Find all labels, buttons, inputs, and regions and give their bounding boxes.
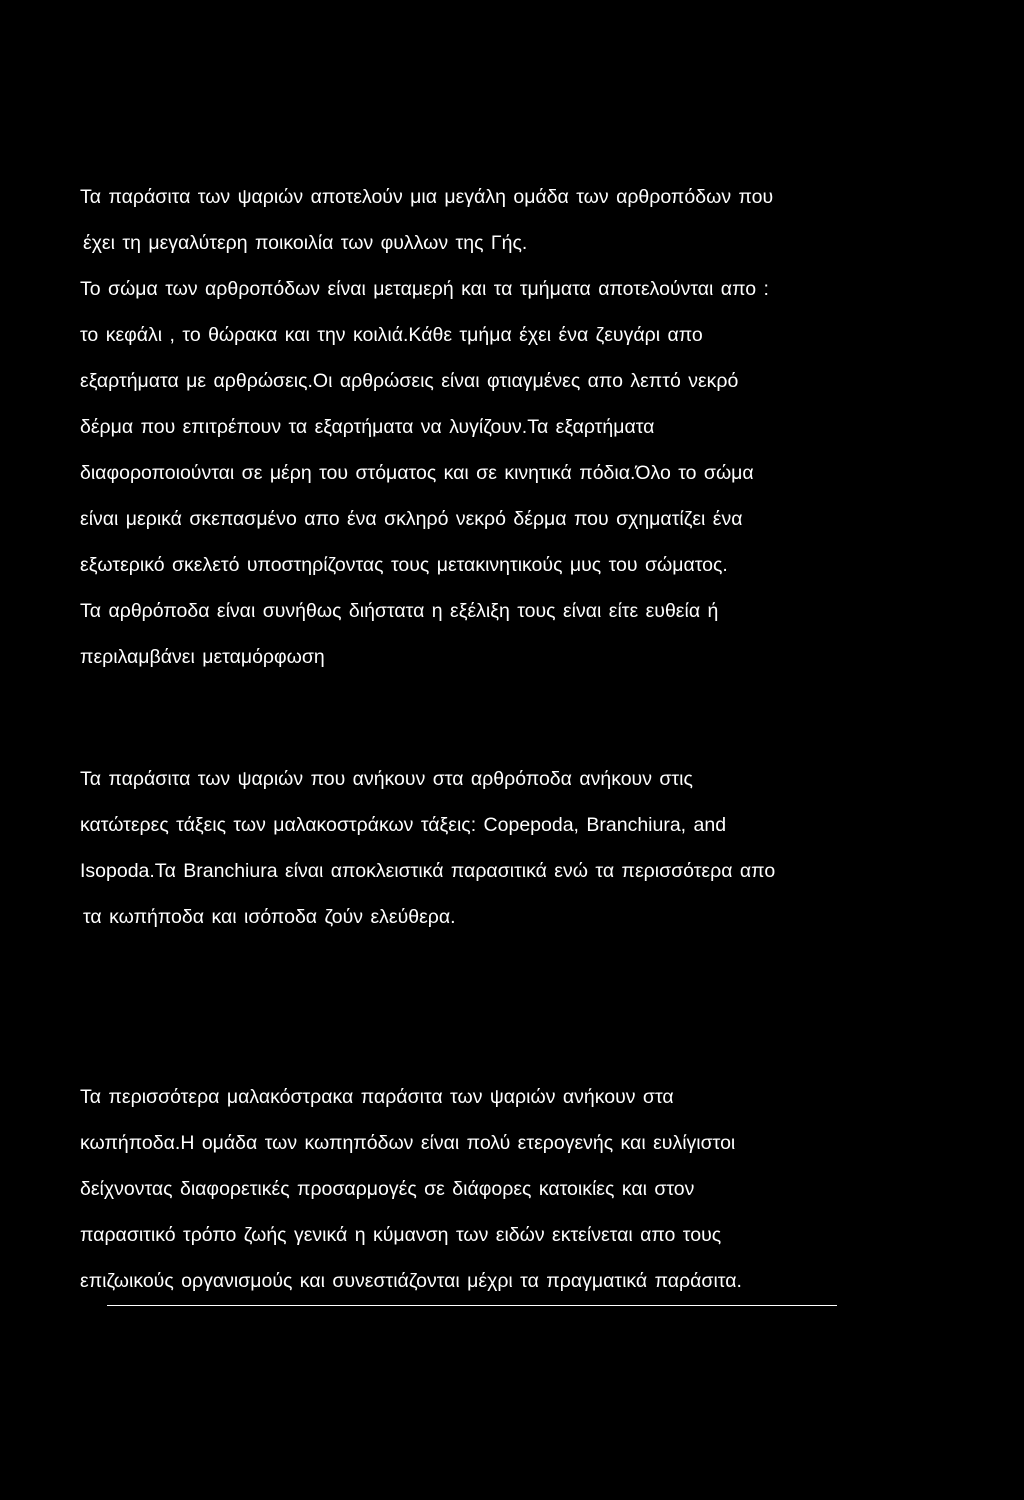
text-line: το κεφάλι , το θώρακα και την κοιλιά.Κάθε τμήμα έχει ένα ζευγάρι απο	[80, 324, 703, 346]
text-line: δείχνοντας διαφορετικές προσαρμογές σε διάφορες κατοικίες και στον	[80, 1178, 695, 1200]
paragraph-crustacean-classes	[80, 756, 960, 940]
text-line: δέρμα που επιτρέπουν τα εξαρτήματα να λυγίζουν.Τα εξαρτήματα	[80, 416, 655, 438]
text-line: παρασιτικό τρόπο ζωής γενικά η κύμανση των ειδών εκτείνεται απο τους	[80, 1224, 722, 1246]
text-line: είναι μερικά σκεπασμένο απο ένα σκληρό νεκρό δέρμα που σχηματίζει ένα	[80, 508, 743, 530]
text-line: διαφοροποιούνται σε μέρη του στόματος και σε κινητικά πόδια.Όλο το σώμα	[80, 462, 754, 484]
text-line: Το σώμα των αρθροπόδων είναι μεταμερή και τα τμήματα αποτελούνται απο :	[80, 278, 769, 300]
text-line: Τα περισσότερα μαλακόστρακα παράσιτα των ψαριών ανήκουν στα	[80, 1086, 674, 1108]
text-line: Τα παράσιτα των ψαριών που ανήκουν στα αρθρόποδα ανήκουν στις	[80, 768, 693, 790]
text-line: εξωτερικό σκελετό υποστηρίζοντας τους μετακινητικούς μυς του σώματος.	[80, 554, 728, 576]
text-line: περιλαμβάνει μεταμόρφωση	[80, 646, 325, 668]
text-line: επιζωικούς οργανισμούς και συνεστιάζονται μέχρι τα πραγματικά παράσιτα.	[80, 1270, 742, 1292]
text-line: έχει τη μεγαλύτερη ποικοιλία των φυλλων της Γής.	[83, 232, 528, 254]
text-line: Isopoda.Τα Branchiura είναι αποκλειστικά παρασιτικά ενώ τα περισσότερα απο	[80, 860, 776, 882]
text-line: τα κωπήποδα και ισόποδα ζούν ελεύθερα.	[83, 906, 456, 928]
paragraph-arthropods-intro	[80, 174, 960, 680]
paragraph-copepods	[80, 1074, 960, 1304]
text-line: Τα παράσιτα των ψαριών αποτελούν μια μεγάλη ομάδα των αρθροπόδων που	[80, 186, 774, 208]
text-line: κωπήποδα.Η ομάδα των κωπηπόδων είναι πολύ ετερογενής και ευλίγιστοι	[80, 1132, 736, 1154]
text-line: εξαρτήματα με αρθρώσεις.Οι αρθρώσεις είναι φτιαγμένες απο λεπτό νεκρό	[80, 370, 739, 392]
footer-divider-line	[107, 1305, 837, 1306]
text-line: Τα αρθρόποδα είναι συνήθως διήστατα η εξέλιξη τους είναι είτε ευθεία ή	[80, 600, 719, 622]
text-line: κατώτερες τάξεις των μαλακοστράκων τάξεις: Copepoda, Branchiura, and	[80, 814, 727, 836]
